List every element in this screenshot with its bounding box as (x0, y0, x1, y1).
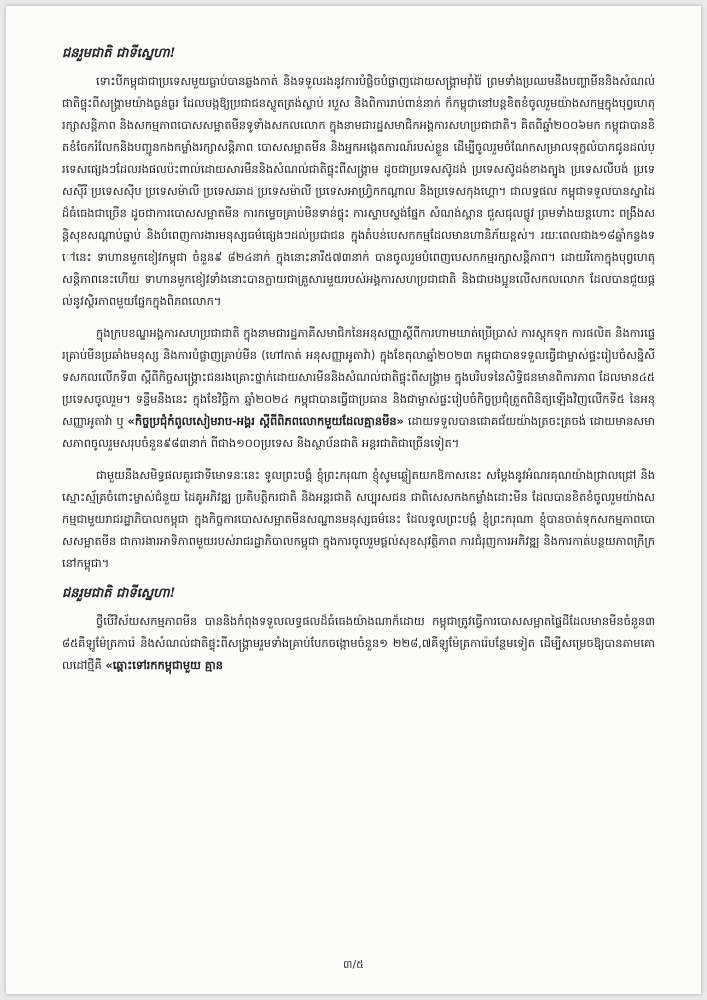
paragraph (62, 610, 655, 676)
paragraph (62, 322, 655, 454)
paragraph: ជាមួយនឹងសមិទ្ធផលគួរជាទីមោទនៈនេះ ទូលព្រះបង្គំ ខ្ញុំព្រះករុណា ខ្ញុំសូមឆ្លៀតយកឱកាសនេះ សម្តែងនូវអំណរគុណយ៉ាងជ្រាលជ្រៅ និងស្មោះស្ម័គ្រចំពោះម្ចាស់ជំនួយ ដៃគូអភិវឌ្ឍ ប្រតិបត្តិករជាតិ និងអន្តរជាតិ សប្បុរសជន ជាពិសេសកងកម្លាំងដោះមីន ដែលបានខិតខំចូលរួមយ៉ាងសកម្មជាមួយរាជរដ្ឋាភិបាលកម្ពុជា ក្នុងកិច្ចការបោសសម្អាតមីនសណ្ឋានមនុស្សធម៌នេះ ដែលទូលព្រះបង្គំ ខ្ញុំព្រះករុណា ខ្ញុំបានចាត់ទុកសកម្មភាពបោសសម្អាតមីន ជាការងារអាទិភាពមួយរបស់រាជរដ្ឋាភិបាលកម្ពុជា ក្នុងការចូលរួមផ្តល់សុខសុវត្ថិភាព ការជំរុញការអភិវឌ្ឍ និងការកាត់បន្ថយភាពក្រីក្រនៅកម្ពុជា។ (62, 468, 655, 570)
paragraph-text: ដោយទទួលបានជោគជ័យយ៉ាងត្រចះត្រចង់ ដោយមានសមាសភាពចូលរួមសរុបចំនួន៩៨៣នាក់ ពីជាង១០០ប្រទេស និងស្ថាប័នជាតិ អន្តរជាតិជាច្រើនទៀត។ (62, 414, 656, 450)
section-heading: ជនរួមជាតិ ជាទីស្នេហា! (62, 46, 176, 61)
slogan-text: «ឆ្ពោះទៅរកកម្ពុជាមួយ គ្មាន (105, 658, 223, 672)
document-page (6, 6, 701, 994)
summit-title: «កិច្ចប្រជុំកំពូលសៀមរាប-អង្គរ ស្តីពីពិភពលោកមួយដែលគ្មានមីន» (127, 414, 404, 428)
page-number: ៣/៥ (343, 958, 364, 971)
paragraph: ទោះបីកម្ពុជាជាប្រទេសមួយធ្លាប់បានឆ្លងកាត់ និងទទួលរងនូវការបំផ្លិចបំផ្លាញដោយសង្គ្រាមរ៉ាំរ៉ៃ ព្រមទាំងប្រឈមនឹងបញ្ហាមីននិងសំណល់ជាតិផ្ទុះពីសង្គ្រាមយ៉ាងធ្ងន់ធ្ងរ ដែលបង្កឱ្យប្រជាជនស្លូតត្រង់ស្លាប់ របួស និងពិការរាប់ពាន់នាក់ ក៏កម្ពុជានៅបន្តខិតខំចូលរួមយ៉ាងសកម្មក្នុងបុព្វហេតុរក្សាសន្តិភាព និងសកម្មភាពបោសសម្អាតមីនទូទាំងសកលលោក ក្នុងនាមជារដ្ឋសមាជិកអង្គការសហប្រជាជាតិ។ គិតពីឆ្នាំ២០០៦មក កម្ពុជាបានខិតខំចែករំលែកនិងបញ្ជូនកងកម្លាំងរក្សាសន្តិភាព បោសសម្អាតមីន និងអ្នកអង្កេតការណ៍របស់ខ្លួន ដើម្បីចូលរួមចំណែកសម្រាលទុក្ខលំបាកជូនដល់ប្រទេសផ្សេងៗដែលរងផលប៉ះពាល់ដោយសារមីននិងសំណល់ជាតិផ្ទុះពីសង្គ្រាម ដូចជាប្រទេសស៊ូដង់ ប្រទេសស៊ូដង់ខាងត្បូង ប្រទេសលីបង់ ប្រទេសស៊ីរី ប្រទេសស៊ីប ប្រទេសម៉ាលី ប្រទេសឆាដ ប្រទេសម៉ាលី ប្រទេសអាហ្វ្រិកកណ្តាល និងប្រទេសកុងហ្គោ។ ជាលទ្ធផល កម្ពុជាទទួលបានស្នាដៃដ៏ធំធេងជាច្រើន ដូចជាការបោសសម្អាតមីន ការកម្ទេចគ្រាប់មិនទាន់ផ្ទុះ ការស្ទាបស្ទង់ផ្នែក សំណង់ស្ពាន ជួសជុលផ្លូវ ព្រមទាំងយន្តហោះ ពង្រឹងសន្តិសុខសណ្តាប់ធ្នាប់ និងបំពេញការងារមនុស្សធម៌ផ្សេងៗដល់ប្រជាជន ក្នុងតំបន់បេសកកម្មដែលមានហានិភ័យខ្ពស់។ រយៈពេលជាង១៨ឆ្នាំកន្លងទៅនេះ ទាហានមួកខៀវកម្ពុជា ចំនួន៩ ៨២៤នាក់ ក្នុងនោះនារី៥៧៣នាក់ បានចូលរួមបំពេញបេសកកម្មរក្សាសន្តិភាព។ ដោយរីកោក្នុងបុព្វហេតុសន្តិភាពនេះហើយ ទាហានមួកខៀវទាំងនោះបានក្លាយជាគ្រួសារមួយរបស់អង្គការសហប្រជាជាតិ និងជាបងប្អូនលើសកលលោក ដែលបានជួយផ្តល់នូវស្ថិរភាពមួយផ្នែកក្នុងពិភពលោក។ (62, 74, 655, 308)
section-heading: ជនរួមជាតិ ជាទីស្នេហា! (62, 586, 176, 601)
paragraph-text: ថ្វីបើវិស័យសកម្មភាពមីន បាននិងកំពុងទទួលលទ្ធផលដ៏ធំធេងយ៉ាងណាក៏ដោយ កម្ពុជាត្រូវធ្វើការបោសសម្អាតផ្ទៃដីដែលមានមីនចំនួន៣៨៥គីឡូម៉ែត្រការ៉េ និងសំណល់ជាតិផ្ទុះពីសង្គ្រាមរួមទាំងគ្រាប់បែកចង្កោមចំនួន១ ២២៨,៧គីឡូម៉ែត្រការ៉េបន្ថែមទៀត ដើម្បីសម្រេចឱ្យបានតាមគោលដៅថ្មីគឺ (62, 614, 655, 672)
paragraph-text: ក្នុងក្របខណ្ឌអង្គការសហប្រជាជាតិ ក្នុងនាមជារដ្ឋភាគីសមាជិកនៃអនុសញ្ញាស្តីពីការហាមឃាត់ប្រើប្រាស់ ការស្តុកទុក ការផលិត និងការផ្ទេរគ្រាប់មីនប្រឆាំងមនុស្ស និងការបំផ្លាញគ្រាប់មីន (ហៅកាត់ អនុសញ្ញាអូតាវ៉ា) ក្នុងខែតុលាឆ្នាំ២០២៣ កម្ពុជាបានទទួលធ្វើជាម្ចាស់ផ្ទះរៀបចំសន្និសីទសកលលើកទី៣ ស្តីពីកិច្ចសង្គ្រោះជនរងគ្រោះថ្នាក់ដោយសារមីននិងសំណល់ជាតិផ្ទុះពីសង្គ្រាម ក្នុងបរិបទនៃសិទ្ធិជនមានពិការភាព ដែលមាន៤៥ប្រទេសចូលរួម។ ទន្ទឹមនឹងនេះ ក្នុងខែវិច្ឆិកា ឆ្នាំ២០២៤ កម្ពុជាបានធ្វើជាប្រធាន និងជាម្ចាស់ផ្ទះរៀបចំកិច្ចប្រជុំត្រួតពិនិត្យឡើងវិញលើកទី៥ នៃអនុសញ្ញាអូតាវ៉ា ឬ (62, 326, 655, 428)
